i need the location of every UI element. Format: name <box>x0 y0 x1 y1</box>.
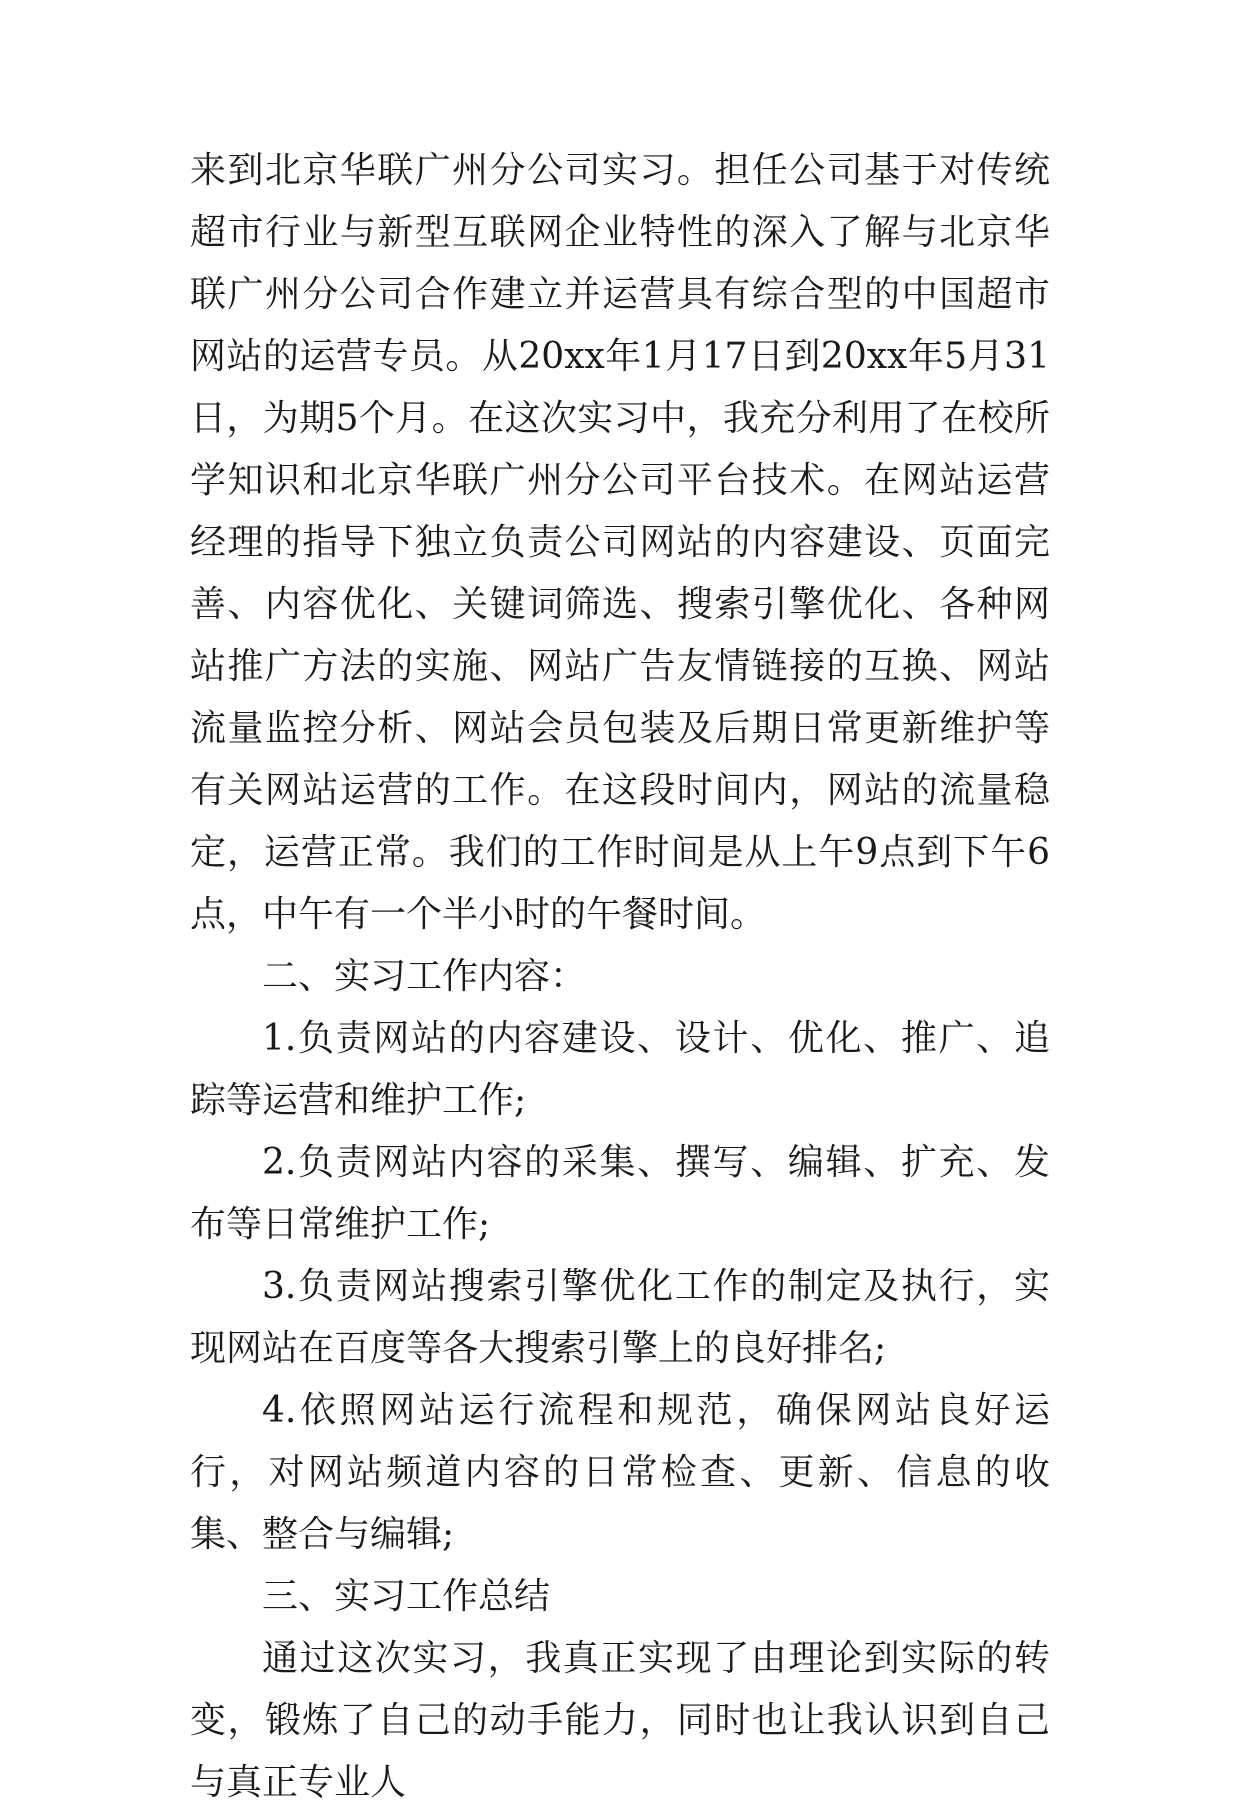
document-page <box>190 140 1050 1814</box>
heading-summary: 三、实习工作总结 <box>262 1576 551 1617</box>
list-item-2: 2.负责网站内容的采集、撰写、编辑、扩充、发布等日常维护工作; <box>190 1142 1050 1245</box>
list-item-3: 3.负责网站搜索引擎优化工作的制定及执行，实现网站在百度等各大搜索引擎上的良好排名; <box>190 1266 1050 1369</box>
heading-work-content: 二、实习工作内容： <box>262 956 587 997</box>
list-item-4: 4.依照网站运行流程和规范，确保网站良好运行，对网站频道内容的日常检查、更新、信息的收集、整合与编辑; <box>190 1390 1050 1555</box>
paragraph-summary: 通过这次实习，我真正实现了由理论到实际的转变，锻炼了自己的动手能力，同时也让我认识到自己与真正专业人 <box>190 1638 1050 1803</box>
paragraph-intro: 来到北京华联广州分公司实习。担任公司基于对传统超市行业与新型互联网企业特性的深入了解与北京华联广州分公司合作建立并运营具有综合型的中国超市网站的运营专员。从20xx年1月17日到20xx年5月31日，为期5个月。在这次实习中，我充分利用了在校所学知识和北京华联广州分公司平台技术。在网站运营经理的指导下独立负责公司网站的内容建设、页面完善、内容优化、关键词筛选、搜索引擎优化、各种网站推广方法的实施、网站广告友情链接的互换、网站流量监控分析、网站会员包装及后期日常更新维护等有关网站运营的工作。在这段时间内，网站的流量稳定，运营正常。我们的工作时间是从上午9点到下午6点，中午有一个半小时的午餐时间。 <box>190 150 1050 935</box>
list-item-1: 1.负责网站的内容建设、设计、优化、推广、追踪等运营和维护工作; <box>190 1018 1050 1121</box>
